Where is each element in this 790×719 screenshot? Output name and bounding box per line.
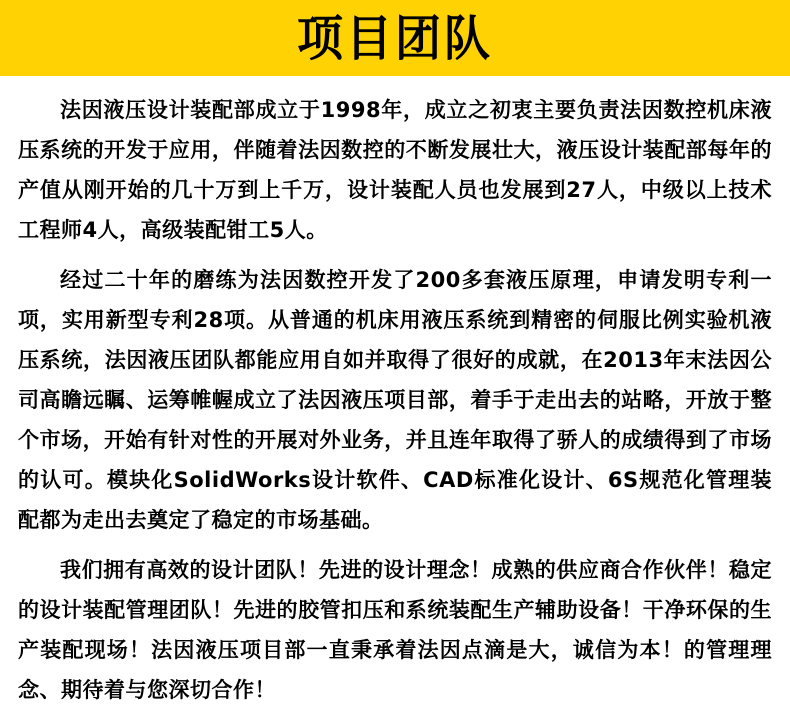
page-title: 项目团队 [297, 9, 493, 67]
paragraph-achievements: 经过二十年的磨练为法因数控开发了200多套液压原理，申请发明专利一项，实用新型专利28项。从普通的机床用液压系统到精密的伺服比例实验机液压系统，法因液压团队都能应用自如并取得了很好的成就，在2013年末法因公司高瞻远瞩、运筹帷幄成立了法因液压项目部，着手于走出去的站略，开放于整个市场，开始有针对性的开展对外业务，并且连年取得了骄人的成绩得到了市场的认可。模块化SolidWorks设计软件、CAD标准化设计、6S规范化管理装配都为走出去奠定了稳定的市场基础。 [18, 268, 772, 532]
paragraph-company-history: 法因液压设计装配部成立于1998年，成立之初衷主要负责法因数控机床液压系统的开发于应用，伴随着法因数控的不断发展壮大，液压设计装配部每年的产值从刚开始的几十万到上千万，设计装配人员也发展到27人，中级以上技术工程师4人，高级装配钳工5人。 [18, 98, 772, 242]
document-body [0, 76, 790, 710]
header-banner [0, 0, 790, 76]
paragraph-team-values: 我们拥有高效的设计团队！先进的设计理念！成熟的供应商合作伙伴！稳定的设计装配管理团队！先进的胶管扣压和系统装配生产辅助设备！干净环保的生产装配现场！法因液压项目部一直秉承着法因点滴是大，诚信为本！的管理理念、期待着与您深切合作！ [18, 558, 772, 702]
